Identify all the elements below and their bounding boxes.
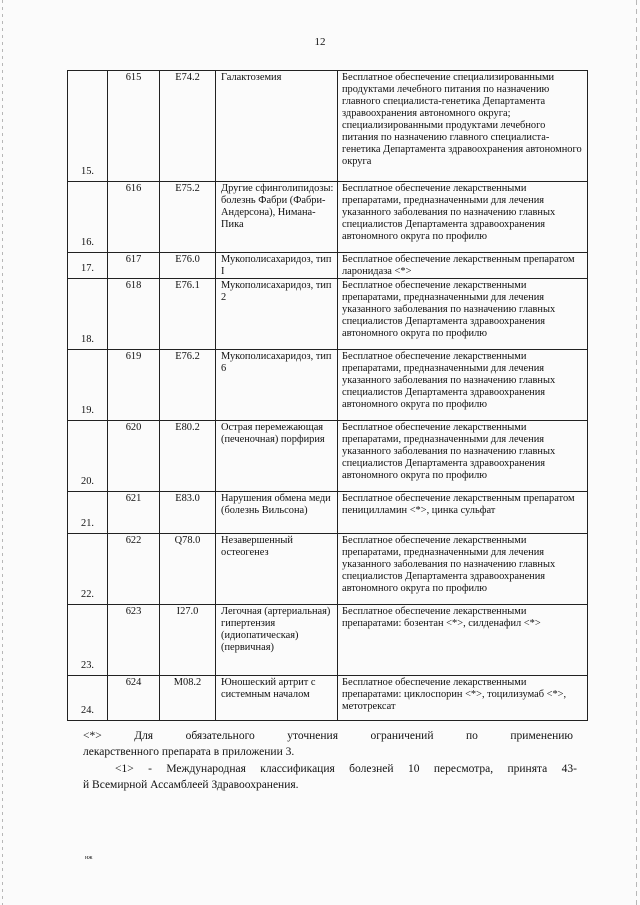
disease-name: Галактоземия — [216, 71, 338, 182]
icd-code: E76.2 — [160, 350, 216, 421]
footnote-icd-cont: й Всемирной Ассамблеей Здравоохранения. — [83, 779, 299, 791]
provision-description: Бесплатное обеспечение специализированными продуктами лечебного питания по назначению главного специалиста-генетика Департамента здравоохранения автономного округа; специализированными продуктами лечебного питания по назначению главного специалиста-генетика Департамента здравоохранения автономного округа — [338, 71, 588, 182]
disease-name: Мукополисахаридоз, тип I — [216, 253, 338, 279]
table-row — [68, 350, 588, 421]
disease-name: Другие сфинголипидозы: болезнь Фабри (Фабри-Андерсона), Нимана-Пика — [216, 182, 338, 253]
row-code: 619 — [108, 350, 160, 421]
icd-code: E80.2 — [160, 421, 216, 492]
row-number: 23. — [68, 605, 108, 676]
provision-description: Бесплатное обеспечение лекарственным препаратом ларонидаза <*> — [338, 253, 588, 279]
row-number: 17. — [68, 253, 108, 279]
disease-name: Легочная (артериальная) гипертензия (идиопатическая) (первичная) — [216, 605, 338, 676]
table-row — [68, 534, 588, 605]
scan-left-edge — [2, 0, 3, 905]
row-code: 621 — [108, 492, 160, 534]
table-row — [68, 492, 588, 534]
row-code: 623 — [108, 605, 160, 676]
disease-name: Острая перемежающая (печеночная) порфирия — [216, 421, 338, 492]
provision-description: Бесплатное обеспечение лекарственными препаратами, предназначенными для лечения указанного заболевания по назначению главных специалистов Департамента здравоохранения автономного округа по профилю — [338, 279, 588, 350]
provision-description: Бесплатное обеспечение лекарственными препаратами, предназначенными для лечения указанного заболевания по назначению главных специалистов Департамента здравоохранения автономного округа по профилю — [338, 350, 588, 421]
page-number: 12 — [314, 36, 326, 48]
icd-code: E74.2 — [160, 71, 216, 182]
row-number: 16. — [68, 182, 108, 253]
row-number: 24. — [68, 676, 108, 721]
disease-name: Нарушения обмена меди (болезнь Вильсона) — [216, 492, 338, 534]
table-row — [68, 421, 588, 492]
footnote-asterisk-cont: лекарственного препарата в приложении 3. — [83, 746, 295, 758]
row-number: 22. — [68, 534, 108, 605]
row-code: 620 — [108, 421, 160, 492]
disease-name: Юношеский артрит с системным началом — [216, 676, 338, 721]
bottom-mark: нж — [85, 855, 93, 861]
icd-code: M08.2 — [160, 676, 216, 721]
row-code: 615 — [108, 71, 160, 182]
icd-code: Q78.0 — [160, 534, 216, 605]
disease-name: Мукополисахаридоз, тип 2 — [216, 279, 338, 350]
row-number: 21. — [68, 492, 108, 534]
disease-table — [67, 70, 588, 721]
table-row — [68, 182, 588, 253]
footnote-asterisk: <*> Для обязательного уточнения ограничений по применению — [83, 730, 573, 742]
table-row — [68, 279, 588, 350]
table-row — [68, 676, 588, 721]
row-code: 622 — [108, 534, 160, 605]
row-code: 624 — [108, 676, 160, 721]
scan-right-edge — [636, 0, 637, 905]
icd-code: E76.1 — [160, 279, 216, 350]
table-row — [68, 605, 588, 676]
row-code: 617 — [108, 253, 160, 279]
provision-description: Бесплатное обеспечение лекарственным препаратом пеницилламин <*>, цинка сульфат — [338, 492, 588, 534]
row-number: 19. — [68, 350, 108, 421]
disease-name: Незавершенный остеогенез — [216, 534, 338, 605]
provision-description: Бесплатное обеспечение лекарственными препаратами: бозентан <*>, силденафил <*> — [338, 605, 588, 676]
row-number: 18. — [68, 279, 108, 350]
row-number: 15. — [68, 71, 108, 182]
icd-code: I27.0 — [160, 605, 216, 676]
icd-code: E76.0 — [160, 253, 216, 279]
row-code: 616 — [108, 182, 160, 253]
icd-code: E83.0 — [160, 492, 216, 534]
disease-name: Мукополисахаридоз, тип 6 — [216, 350, 338, 421]
row-number: 20. — [68, 421, 108, 492]
footnote-icd: <1> - Международная классификация болезней 10 пересмотра, принята 43- — [115, 763, 577, 775]
icd-code: E75.2 — [160, 182, 216, 253]
provision-description: Бесплатное обеспечение лекарственными препаратами: циклоспорин <*>, тоцилизумаб <*>, метотрексат — [338, 676, 588, 721]
table-row — [68, 253, 588, 279]
provision-description: Бесплатное обеспечение лекарственными препаратами, предназначенными для лечения указанного заболевания по назначению главных специалистов Департамента здравоохранения автономного округа по профилю — [338, 182, 588, 253]
row-code: 618 — [108, 279, 160, 350]
table-row — [68, 71, 588, 182]
provision-description: Бесплатное обеспечение лекарственными препаратами, предназначенными для лечения указанного заболевания по назначению главных специалистов Департамента здравоохранения автономного округа по профилю — [338, 534, 588, 605]
provision-description: Бесплатное обеспечение лекарственными препаратами, предназначенными для лечения указанного заболевания по назначению главных специалистов Департамента здравоохранения автономного округа по профилю — [338, 421, 588, 492]
